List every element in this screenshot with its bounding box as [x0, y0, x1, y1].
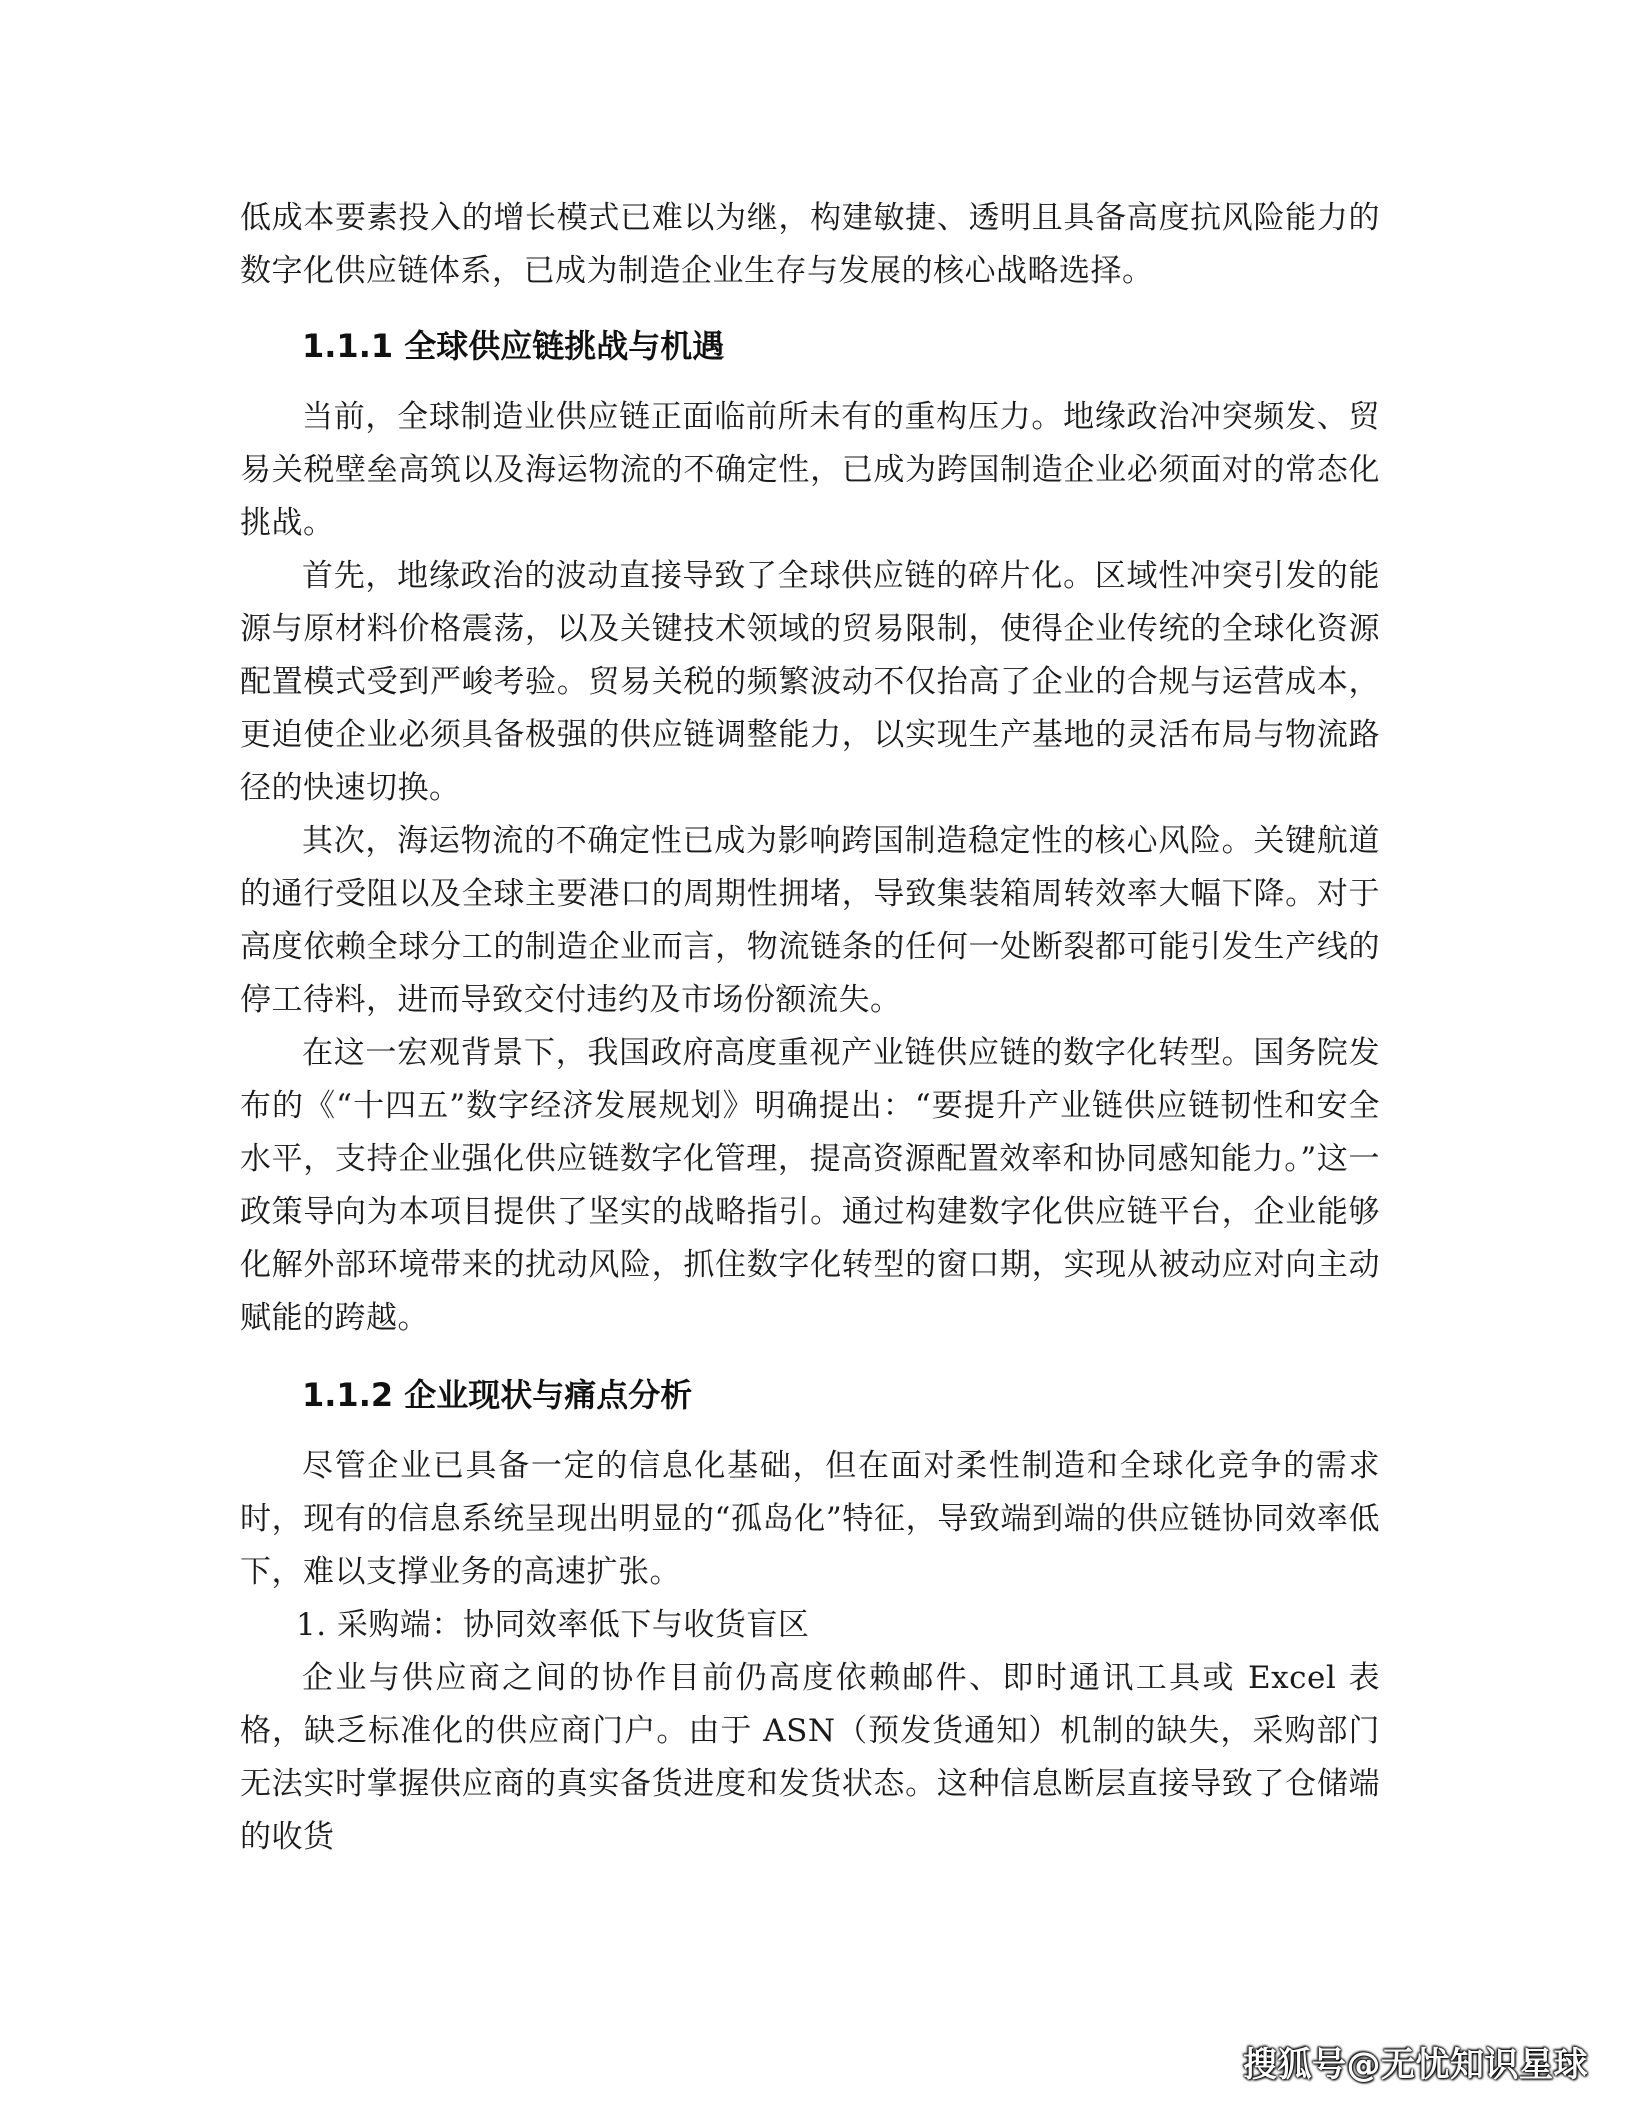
list-item-procurement: 1. 采购端：协同效率低下与收货盲区	[296, 1607, 810, 1643]
section-heading-1-1-2: 1.1.2 企业现状与痛点分析	[302, 1376, 693, 1414]
paragraph-intro: 低成本要素投入的增长模式已难以为继，构建敏捷、透明且具备高度抗风险能力的数字化供应链体系，已成为制造企业生存与发展的核心战略选择。	[240, 200, 1380, 289]
watermark: 搜狐号@无忧知识星球	[1243, 2045, 1588, 2085]
paragraph-global-pressure: 当前，全球制造业供应链正面临前所未有的重构压力。地缘政治冲突频发、贸易关税壁垒高筑以及海运物流的不确定性，已成为跨国制造企业必须面对的常态化挑战。	[240, 399, 1380, 541]
paragraph-procurement: 企业与供应商之间的协作目前仍高度依赖邮件、即时通讯工具或 Excel 表格，缺乏标准化的供应商门户。由于 ASN（预发货通知）机制的缺失，采购部门无法实时掌握供应商的真实备货进度和发货状态。这种信息断层直接导致了仓储端的收货	[240, 1660, 1380, 1855]
paragraph-shipping: 其次，海运物流的不确定性已成为影响跨国制造稳定性的核心风险。关键航道的通行受阻以及全球主要港口的周期性拥堵，导致集装箱周转效率大幅下降。对于高度依赖全球分工的制造企业而言，物流链条的任何一处断裂都可能引发生产线的停工待料，进而导致交付违约及市场份额流失。	[240, 823, 1380, 1018]
paragraph-geopolitics: 首先，地缘政治的波动直接导致了全球供应链的碎片化。区域性冲突引发的能源与原材料价格震荡，以及关键技术领域的贸易限制，使得企业传统的全球化资源配置模式受到严峻考验。贸易关税的频繁波动不仅抬高了企业的合规与运营成本，更迫使企业必须具备极强的供应链调整能力，以实现生产基地的灵活布局与物流路径的快速切换。	[240, 558, 1380, 806]
document-page	[240, 192, 1380, 1864]
paragraph-policy: 在这一宏观背景下，我国政府高度重视产业链供应链的数字化转型。国务院发布的《“十四五”数字经济发展规划》明确提出：“要提升产业链供应链韧性和安全水平，支持企业强化供应链数字化管理，提高资源配置效率和协同感知能力。”这一政策导向为本项目提供了坚实的战略指引。通过构建数字化供应链平台，企业能够化解外部环境带来的扰动风险，抓住数字化转型的窗口期，实现从被动应对向主动赋能的跨越。	[240, 1035, 1380, 1336]
section-heading-1-1-1: 1.1.1 全球供应链挑战与机遇	[302, 327, 725, 365]
paragraph-status: 尽管企业已具备一定的信息化基础，但在面对柔性制造和全球化竞争的需求时，现有的信息系统呈现出明显的“孤岛化”特征，导致端到端的供应链协同效率低下，难以支撑业务的高速扩张。	[240, 1448, 1380, 1590]
